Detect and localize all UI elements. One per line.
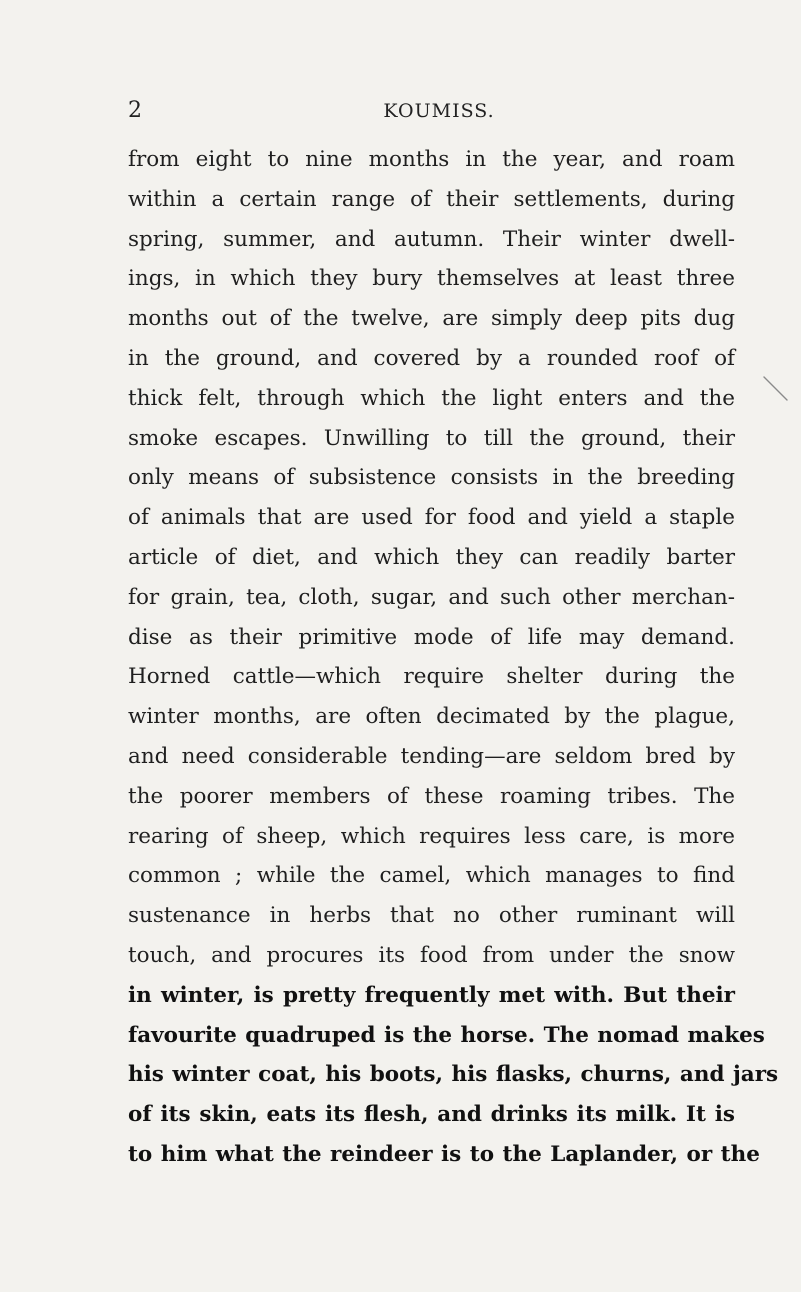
text-line: in the ground, and covered by a rounded roof of — [128, 345, 735, 371]
text-line: spring, summer, and autumn. Their winter dwell- — [128, 226, 735, 252]
text-line: rearing of sheep, which requires less care, is more — [128, 823, 735, 849]
pencil-mark-icon — [762, 375, 790, 403]
text-line: of animals that are used for food and yield a staple — [128, 505, 735, 531]
text-line: favourite quadruped is the horse. The nomad makes — [128, 1022, 765, 1048]
text-line: winter months, are often decimated by the plague, — [128, 704, 735, 730]
text-line: and need considerable tending—are seldom bred by — [128, 743, 735, 769]
text-line: only means of subsistence consists in the breeding — [128, 465, 735, 491]
text-line: in winter, is pretty frequently met with. But their — [128, 982, 735, 1008]
text-line: for grain, tea, cloth, sugar, and such other merchan- — [128, 584, 735, 610]
text-line: from eight to nine months in the year, and roam — [128, 147, 735, 172]
text-line: his winter coat, his boots, his flasks, churns, and jars — [128, 1062, 779, 1088]
text-line: article of diet, and which they can readily barter — [128, 544, 735, 570]
page-number: 2 — [128, 98, 142, 123]
text-line: the poorer members of these roaming tribes. The — [128, 783, 735, 809]
text-line: dise as their primitive mode of life may demand. — [128, 624, 735, 650]
body-text — [128, 140, 779, 1175]
text-line: of its skin, eats its flesh, and drinks its milk. It is — [128, 1102, 735, 1128]
text-line: ings, in which they bury themselves at least three — [128, 266, 735, 292]
text-line: Horned cattle—which require shelter during the — [128, 664, 735, 690]
text-line: to him what the reindeer is to the Laplander, or the — [128, 1141, 760, 1167]
text-line: touch, and procures its food from under the snow — [128, 942, 735, 968]
text-line: within a certain range of their settlements, during — [128, 186, 735, 212]
text-line: common ; while the camel, which manages to find — [128, 863, 735, 889]
page-header — [128, 94, 750, 128]
running-head: KOUMISS. — [383, 100, 495, 122]
text-line: smoke escapes. Unwilling to till the ground, their — [128, 425, 735, 451]
text-line: thick felt, through which the light enters and the — [128, 385, 735, 411]
text-line: months out of the twelve, are simply deep pits dug — [128, 306, 735, 332]
text-line: sustenance in herbs that no other ruminant will — [128, 903, 735, 929]
